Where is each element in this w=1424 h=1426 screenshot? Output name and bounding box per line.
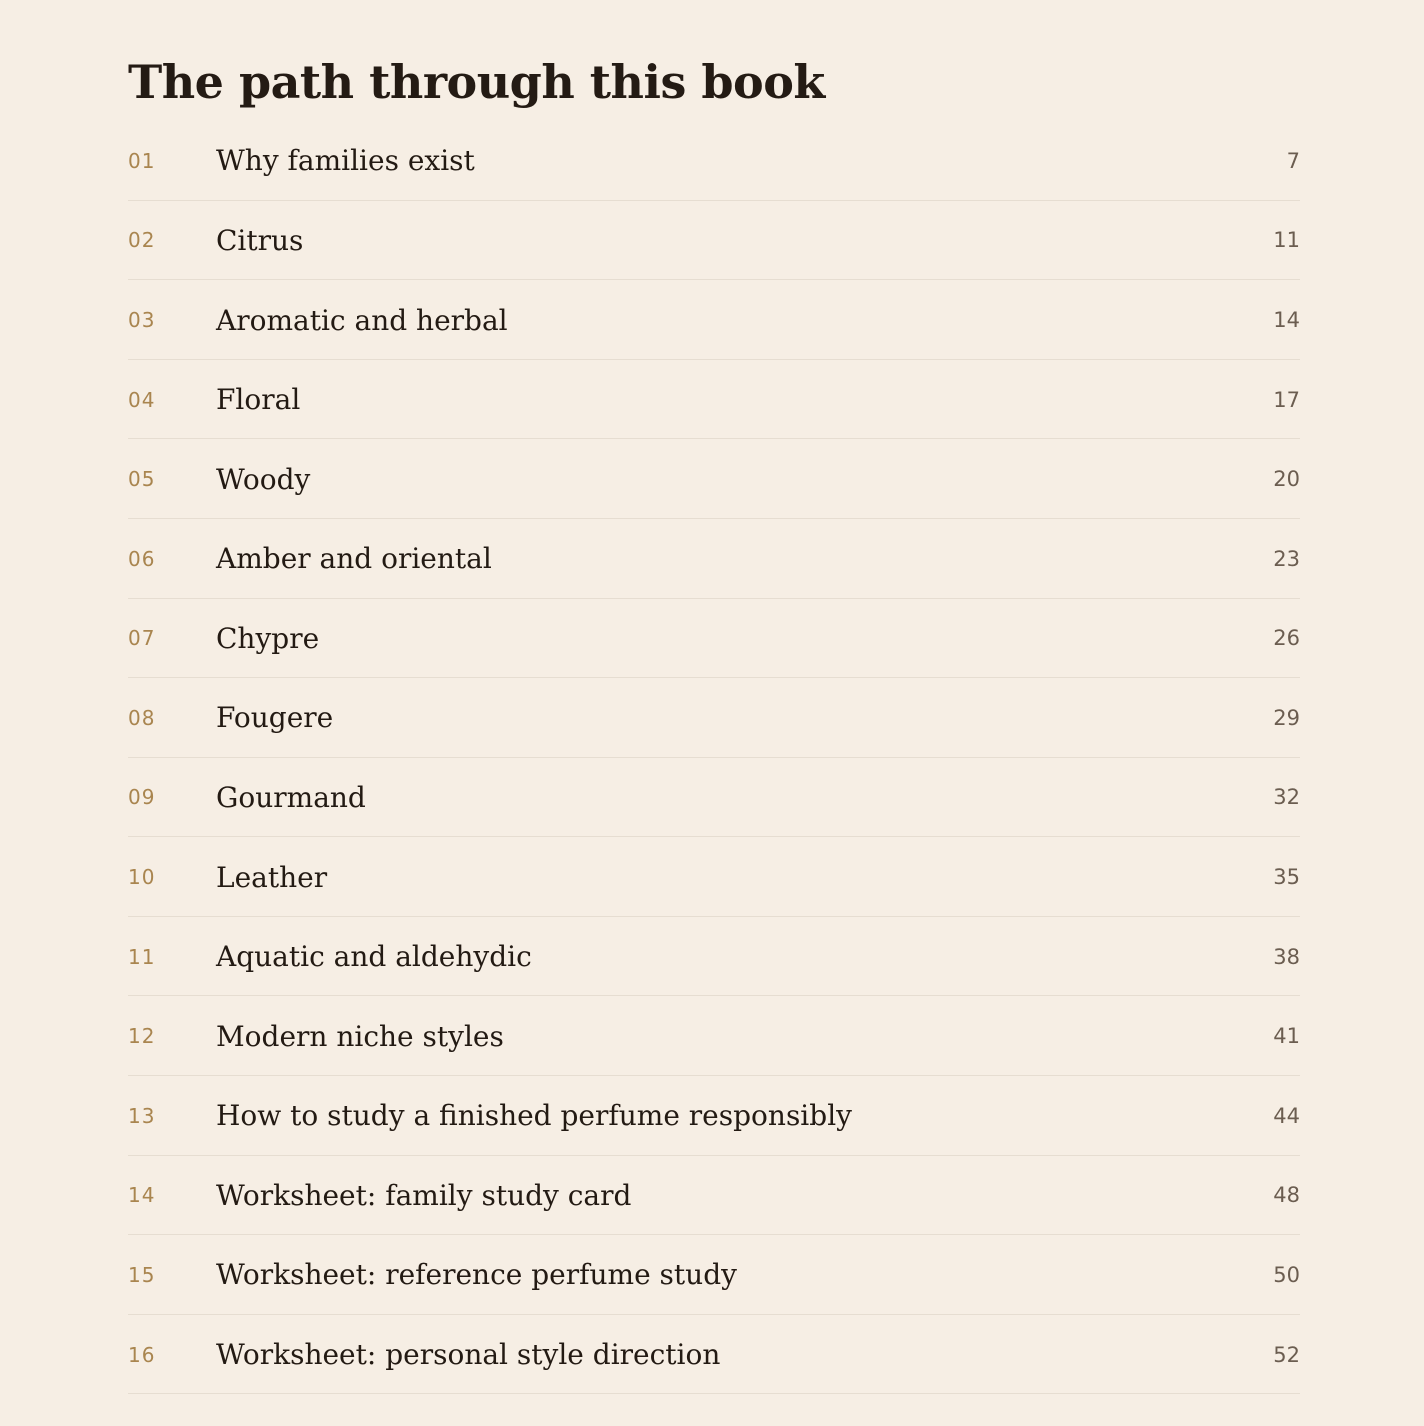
page-number: 32 <box>1273 785 1300 810</box>
chapter-title: Why families exist <box>216 144 475 178</box>
toc-row[interactable] <box>128 202 1300 281</box>
toc-row[interactable] <box>128 361 1300 440</box>
toc-page <box>128 0 1300 1372</box>
toc-row[interactable] <box>128 1236 1300 1315</box>
chapter-title: Aromatic and herbal <box>216 303 508 337</box>
chapter-title: Gourmand <box>216 780 366 814</box>
chapter-title: Aquatic and aldehydic <box>216 940 532 974</box>
chapter-number: 09 <box>128 785 156 810</box>
toc-row[interactable] <box>128 838 1300 917</box>
chapter-number: 15 <box>128 1262 156 1287</box>
chapter-title: Worksheet: reference perfume study <box>216 1258 737 1292</box>
chapter-number: 08 <box>128 705 156 730</box>
toc-row[interactable] <box>128 1316 1300 1395</box>
chapter-title: Chypre <box>216 621 320 655</box>
toc-row[interactable] <box>128 997 1300 1076</box>
chapter-number: 13 <box>128 1103 156 1128</box>
chapter-number: 07 <box>128 626 156 651</box>
page-number: 35 <box>1273 865 1300 890</box>
page-number: 17 <box>1273 387 1300 412</box>
chapter-number: 01 <box>128 148 156 173</box>
chapter-number: 12 <box>128 1024 156 1049</box>
page-number: 14 <box>1273 308 1300 332</box>
chapter-title: Worksheet: family study card <box>216 1178 632 1212</box>
toc-row[interactable] <box>128 1077 1300 1156</box>
page-number: 44 <box>1273 1103 1300 1128</box>
chapter-title: Leather <box>216 860 328 894</box>
chapter-number: 14 <box>128 1183 156 1208</box>
page-number: 7 <box>1286 148 1300 173</box>
toc-row[interactable] <box>128 599 1300 678</box>
toc-row[interactable] <box>128 440 1300 519</box>
toc-row[interactable] <box>128 122 1300 201</box>
chapter-number: 10 <box>128 865 156 890</box>
page-number: 38 <box>1273 944 1300 969</box>
toc-row[interactable] <box>128 759 1300 838</box>
page-number: 48 <box>1273 1183 1300 1208</box>
toc-row[interactable] <box>128 918 1300 997</box>
chapter-number: 06 <box>128 546 156 571</box>
chapter-title: Woody <box>216 462 311 496</box>
chapter-number: 03 <box>128 308 156 332</box>
chapter-number: 05 <box>128 467 156 492</box>
toc-row[interactable] <box>128 1157 1300 1236</box>
page-number: 52 <box>1273 1342 1300 1367</box>
chapter-title: Modern niche styles <box>216 1019 504 1053</box>
page-number: 29 <box>1273 705 1300 730</box>
page-number: 41 <box>1273 1024 1300 1049</box>
toc-row[interactable] <box>128 520 1300 599</box>
chapter-title: Amber and oriental <box>216 542 492 576</box>
page-number: 20 <box>1273 467 1300 492</box>
chapter-title: Fougere <box>216 701 334 735</box>
chapter-number: 11 <box>128 944 156 969</box>
chapter-number: 16 <box>128 1342 156 1367</box>
chapter-title: How to study a finished perfume responsibly <box>216 1099 852 1133</box>
chapter-title: Floral <box>216 383 301 417</box>
page-number: 11 <box>1273 228 1300 253</box>
chapter-title: Citrus <box>216 223 304 257</box>
table-of-contents <box>128 122 1300 1395</box>
page-title: The path through this book <box>128 55 825 109</box>
toc-row[interactable] <box>128 281 1300 360</box>
chapter-number: 04 <box>128 387 156 412</box>
chapter-number: 02 <box>128 228 156 253</box>
page-number: 50 <box>1273 1262 1300 1287</box>
page-number: 26 <box>1273 626 1300 651</box>
page-number: 23 <box>1273 546 1300 571</box>
chapter-title: Worksheet: personal style direction <box>216 1338 721 1372</box>
toc-row[interactable] <box>128 679 1300 758</box>
